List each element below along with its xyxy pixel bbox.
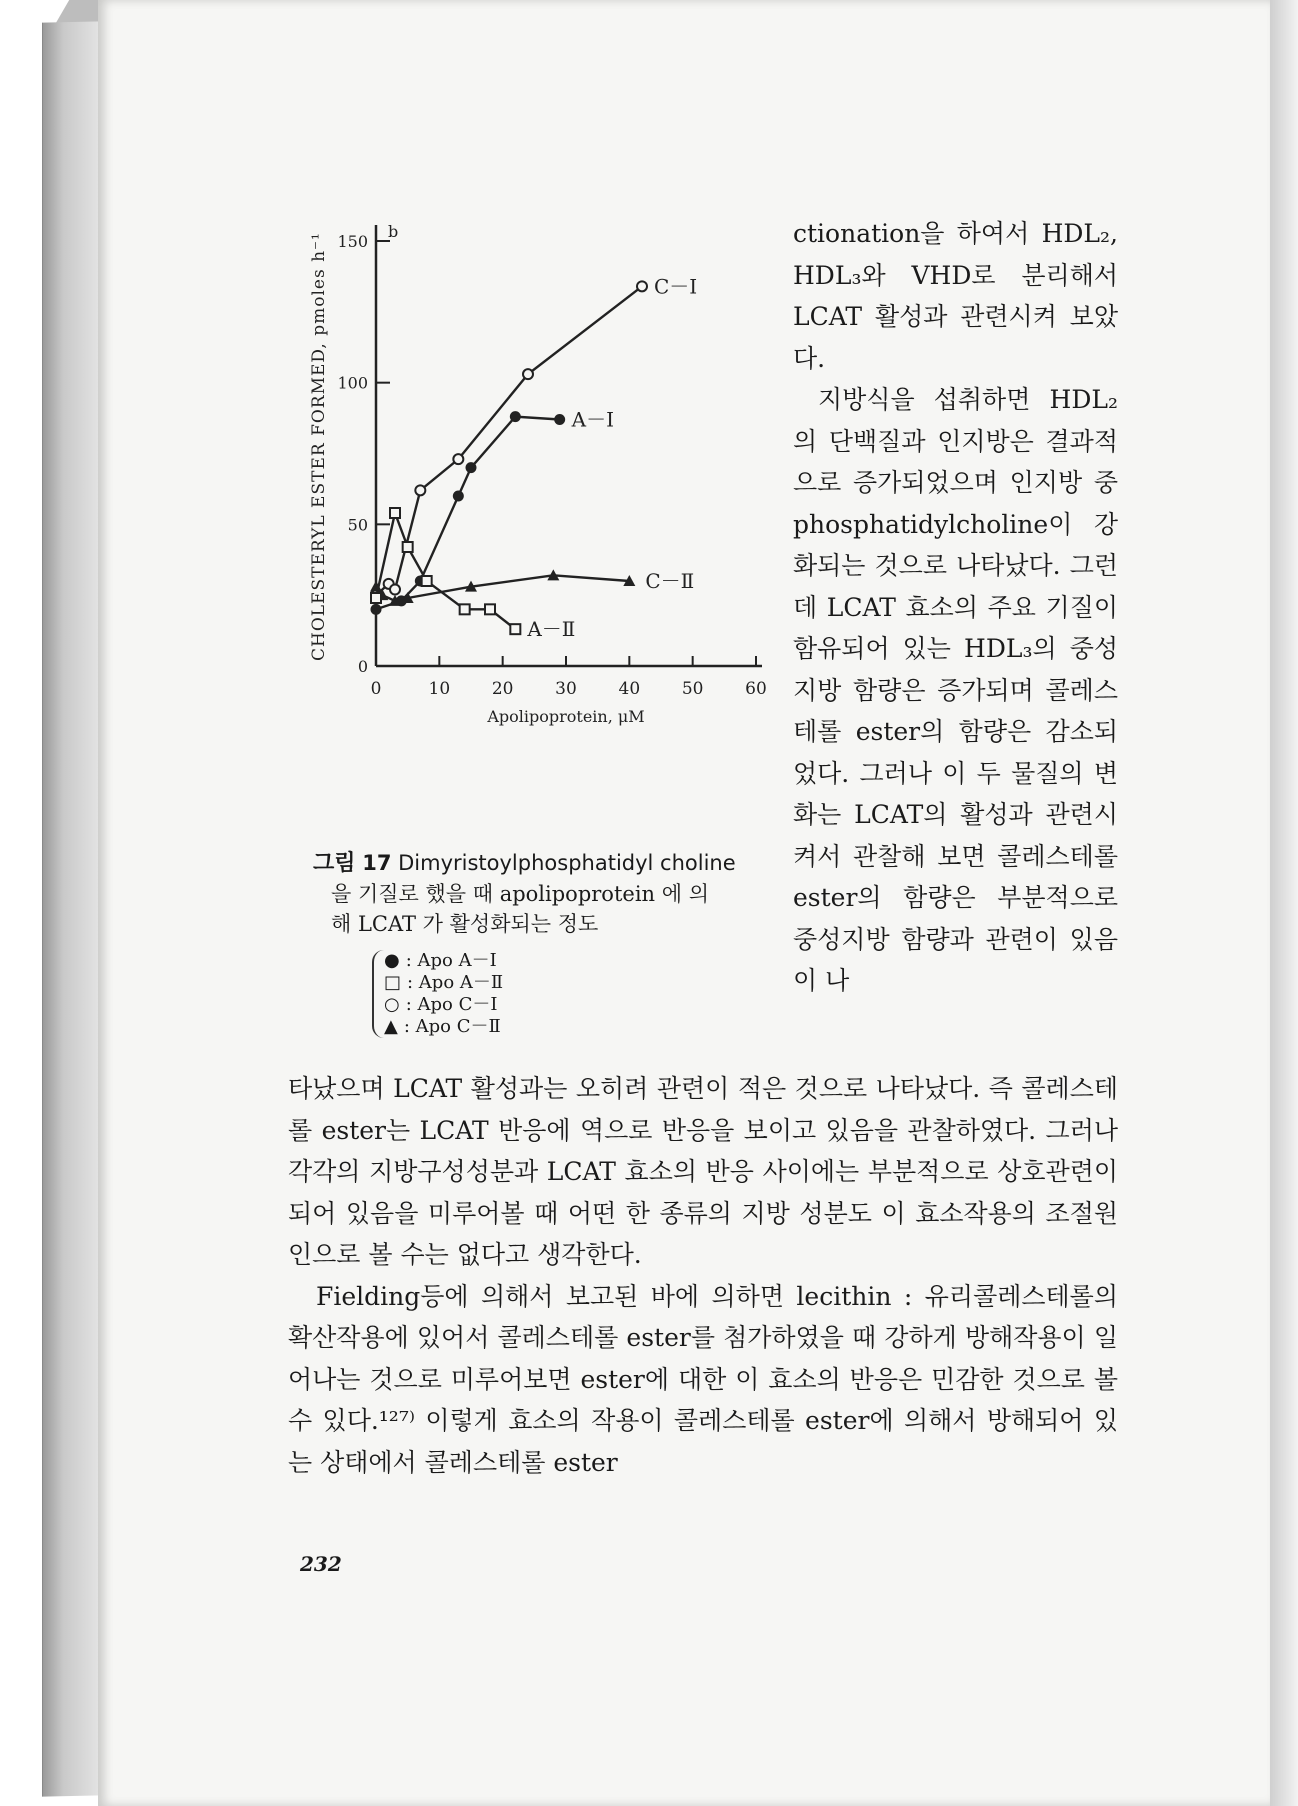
legend-item: [384, 950, 604, 972]
data-point: [485, 604, 495, 614]
data-point: [523, 369, 533, 379]
data-point: [403, 542, 413, 552]
data-point: [415, 485, 425, 495]
series-label-a1: A－Ⅰ: [571, 407, 615, 432]
series-line: [376, 417, 560, 610]
book-spine: [42, 21, 101, 1796]
data-point: [453, 454, 463, 464]
data-point: [460, 604, 470, 614]
y-axis-title: CHOLESTERYL ESTER FORMED, pmoles h⁻¹: [309, 232, 329, 661]
series-line: [376, 286, 642, 595]
data-point: [422, 576, 432, 586]
series-label-c1: C－Ⅰ: [654, 274, 698, 299]
data-point: [466, 462, 477, 473]
body-text: [288, 1068, 1118, 1483]
data-point: [371, 604, 382, 615]
x-tick-label: 30: [555, 679, 577, 699]
legend-text: : Apo C－Ⅰ: [405, 994, 498, 1015]
chart-svg: [300, 225, 790, 845]
caption-number: 17: [362, 851, 392, 875]
series-labels: [526, 274, 697, 641]
caption-line-1: Dimyristoylphosphatidyl choline: [398, 851, 736, 875]
filled-triangle-icon: ▲: [384, 1016, 398, 1037]
series-lines: [370, 281, 647, 634]
open-square-icon: □: [384, 972, 402, 993]
figure-caption: [313, 848, 783, 939]
panel-label: b: [388, 225, 399, 241]
data-point: [390, 508, 400, 518]
legend-item: [384, 994, 604, 1016]
filled-circle-icon: ●: [384, 950, 400, 971]
data-point: [453, 491, 464, 502]
right-column-text: [793, 213, 1118, 1002]
caption-line-3: 해 LCAT 가 활성화되는 정도: [331, 912, 599, 936]
data-point: [390, 585, 400, 595]
x-tick-label: 0: [370, 679, 382, 699]
x-tick-label: 10: [428, 679, 451, 699]
caption-label: 그림: [313, 851, 356, 876]
data-point: [510, 624, 520, 634]
series-label-a2: A－Ⅱ: [527, 617, 576, 642]
data-point: [371, 593, 381, 603]
data-point: [510, 411, 521, 422]
legend-text: : Apo C－Ⅱ: [403, 1016, 501, 1037]
caption-line-2: 을 기질로 했을 때 apolipoprotein 에 의: [331, 882, 709, 906]
x-tick-label: 50: [681, 679, 704, 699]
right-paragraph-1: ctionation을 하여서 HDL₂, HDL₃와 VHD로 분리해서 LCAT 활성과 관련시켜 보았다.: [793, 219, 1118, 373]
legend-text: : Apo A－Ⅱ: [407, 972, 504, 993]
series-label-c2: C－Ⅱ: [645, 569, 695, 593]
legend-text: : Apo A－Ⅰ: [405, 950, 497, 971]
legend-item: [384, 1016, 604, 1038]
figure-chart: [300, 225, 790, 845]
y-tick-label: 50: [347, 515, 368, 535]
y-tick-label: 0: [357, 657, 368, 676]
legend-item: [384, 972, 604, 994]
x-tick-label: 40: [618, 679, 641, 699]
body-paragraph-1: 타났으며 LCAT 활성과는 오히려 관련이 적은 것으로 나타났다. 즉 콜레스테롤 ester는 LCAT 반응에 역으로 반응을 보이고 있음을 관찰하였다. 그러나 각각의 지방구성성분과 LCAT 효소의 반응 사이에는 부분적으로 상호관련이 되어 있음을 미루어볼 때 어떤 한 종류의 지방 성분도 이 효소작용의 조절원인으로 볼 수는 없다고 생각한다.: [288, 1074, 1118, 1269]
page-number: 232: [300, 1552, 342, 1576]
x-axis-title: Apolipoprotein, μM: [487, 707, 645, 726]
open-circle-icon: ○: [384, 994, 400, 1015]
y-tick-label: 100: [337, 373, 368, 393]
data-point: [554, 414, 565, 425]
figure-legend: [372, 950, 604, 1038]
book-page-edge: [1270, 0, 1298, 1806]
data-point: [637, 281, 647, 291]
right-paragraph-2: 지방식을 섭취하면 HDL₂의 단백질과 인지방은 결과적으로 증가되었으며 인지방 중 phosphatidylcholine이 강화되는 것으로 나타났다. 그런데 LCAT 효소의 주요 기질이 함유되어 있는 HDL₃의 중성지방 함량은 증가되며 콜레스테롤 ester의 함량은 감소되었다. 그러나 이 두 물질의 변화는 LCAT의 활성과 관련시켜서 관찰해 보면 콜레스테롤 ester의 함량은 부분적으로 중성지방 함량과 관련이 있음이 나: [793, 385, 1118, 995]
caption-first-line: [313, 848, 783, 879]
x-tick-label: 20: [491, 679, 514, 699]
y-tick-label: 150: [337, 232, 368, 251]
x-tick-label: 60: [745, 679, 767, 699]
body-paragraph-2: Fielding등에 의해서 보고된 바에 의하면 lecithin : 유리콜레스테롤의 확산작용에 있어서 콜레스테롤 ester를 첨가하였을 때 강하게 방해작용이 일어나는 것으로 미루어보면 ester에 대한 이 효소의 반응은 민감한 것으로 볼 수 있다.¹²⁷⁾ 이렇게 효소의 작용이 콜레스테롤 ester에 의해서 방해되어 있는 상태에서 콜레스테롤 ester: [288, 1281, 1118, 1477]
